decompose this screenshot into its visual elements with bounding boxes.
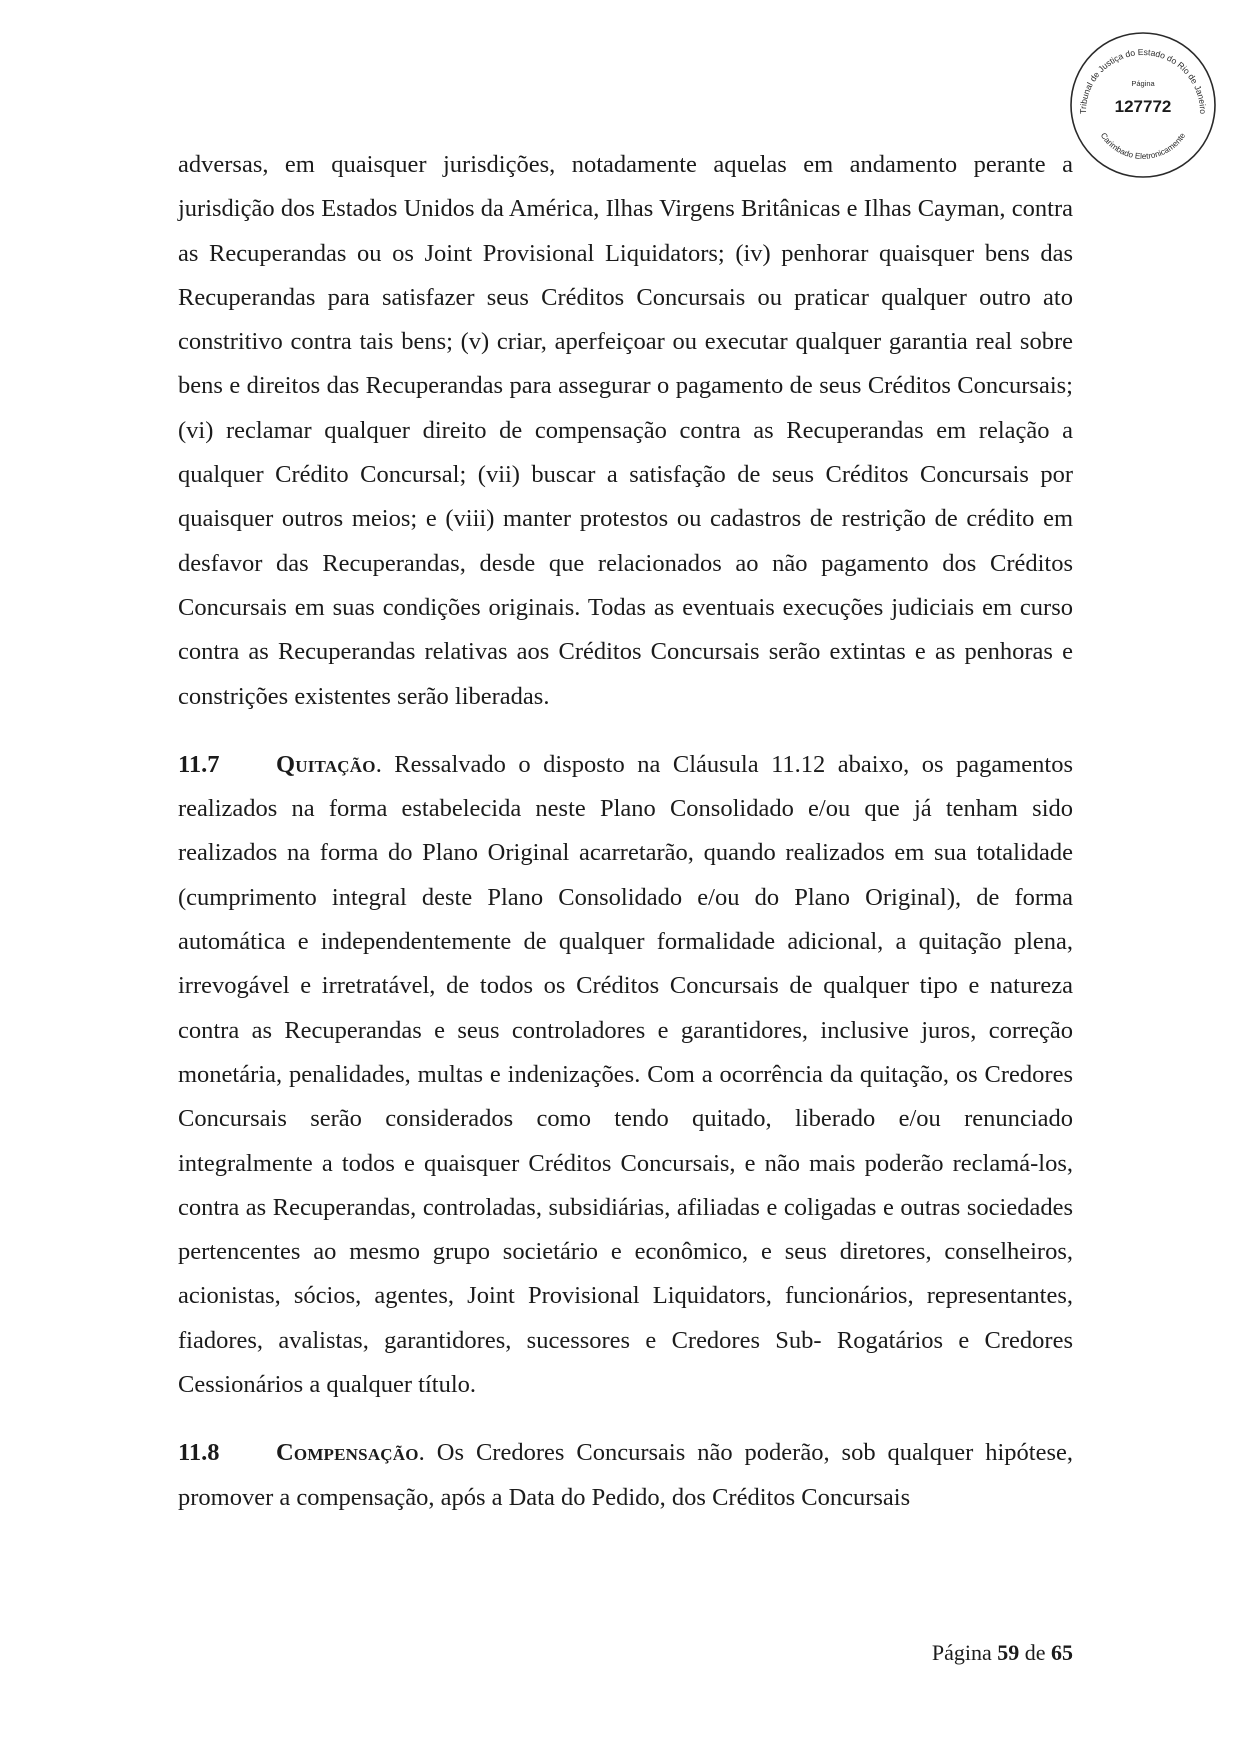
stamp-arc-top: Tribunal de Justiça do Estado do Rio de Janeiro	[1077, 46, 1209, 115]
text-line: em suas condições originais. Todas as eventuais execuções judiciais em curso contra	[178, 593, 1073, 666]
clause-11-7	[178, 743, 1073, 1407]
text-line: qualquer tipo e natureza contra as Recuperandas e seus controladores e	[178, 972, 1074, 1044]
text-line: bens das Recuperandas para satisfazer seus Créditos Concursais ou praticar	[178, 239, 1073, 311]
text-line: jurisdição dos Estados Unidos da América, Ilhas Virgens Britânicas e Ilhas Cayman,	[178, 195, 1006, 223]
text-line: qualquer garantia real sobre bens e direitos das Recuperandas para assegurar o	[178, 328, 1074, 400]
clause-number: 11.7	[178, 750, 220, 778]
text-line: contra as Recuperandas ou os Joint Provisional Liquidators; (iv) penhorar quaisquer	[178, 195, 1073, 267]
page-footer	[920, 1640, 1073, 1666]
svg-text:Carimbado Eletronicamente	[1099, 131, 1188, 161]
text-line: . Os Credores Concursais não poderão, sob qualquer	[418, 1439, 974, 1467]
text-line: conselheiros, acionistas, sócios, agentes, Joint Provisional Liquidators, funcionários,	[178, 1238, 1073, 1310]
total-pages-number: 65	[1051, 1640, 1073, 1665]
text-line: hipótese, promover a compensação, após a Data do Pedido, dos Créditos Concursais	[178, 1439, 1073, 1511]
clause-11-8	[178, 1431, 1073, 1520]
stamp-label: Página	[1131, 79, 1155, 88]
text-line: e quaisquer Créditos Concursais, e não mais poderão reclamá-los, contra as	[178, 1149, 1073, 1221]
text-line: constrições existentes serão liberadas.	[178, 682, 550, 710]
text-line: qualquer outro ato constritivo contra tais bens; (v) criar, aperfeiçoar ou executar	[178, 283, 1073, 356]
stamp-number: 127772	[1114, 97, 1172, 116]
text-line: garantidores, inclusive juros, correção monetária, penalidades, multas e	[178, 1016, 1074, 1088]
page-separator: de	[1024, 1640, 1046, 1665]
text-line: pertencentes ao mesmo grupo societário e econômico, e seus diretores,	[178, 1238, 932, 1266]
text-line: pagamento de seus Créditos Concursais; (vi) reclamar qualquer direito de	[178, 372, 1073, 444]
text-line: de forma automática e independentemente de qualquer formalidade adicional, a	[178, 883, 1074, 956]
current-page-number: 59	[997, 1640, 1020, 1665]
clause-title: Quitação	[276, 750, 376, 778]
text-line: quitação plena, irrevogável e irretratável, de todos os Créditos Concursais de	[178, 928, 1073, 1000]
text-line: realizados na forma do Plano Original acarretarão, quando realizados em sua	[178, 839, 967, 867]
text-line: Recuperandas, controladas, subsidiárias, afiliadas e coligadas e outras sociedades	[272, 1193, 1074, 1221]
stamp-arc-bottom: Carimbado Eletronicamente	[1098, 131, 1188, 161]
text-line: (vii) buscar a satisfação de seus Créditos Concursais por quaisquer outros meios; e	[178, 461, 1074, 533]
text-line: realizados na forma estabelecida neste Plano Consolidado e/ou que já tenham sido	[178, 795, 1073, 823]
text-line: Rogatários e Credores Cessionários a qualquer título.	[178, 1326, 1073, 1399]
text-line: as Recuperandas relativas aos Créditos Concursais serão extintas e as penhoras e	[248, 638, 1074, 666]
intro-paragraph	[178, 143, 1073, 719]
court-stamp	[1068, 30, 1218, 180]
text-line: . Ressalvado o disposto na Cláusula 11.12 abaixo, os pagamentos	[375, 750, 1073, 778]
text-line: representantes, fiadores, avalistas, garantidores, sucessores e Credores Sub-	[178, 1282, 1074, 1354]
text-line: compensação contra as Recuperandas em relação a qualquer Crédito Concursal;	[178, 416, 1073, 489]
text-line: (viii) manter protestos ou cadastros de restrição de crédito em desfavor das	[178, 505, 1074, 577]
clause-number: 11.8	[178, 1439, 220, 1467]
text-line: indenizações. Com a ocorrência da quitação, os Credores Concursais serão	[178, 1060, 1073, 1133]
text-line: totalidade (cumprimento integral deste Plano Consolidado e/ou do Plano Original),	[178, 839, 1074, 911]
text-line: considerados como tendo quitado, liberado e/ou renunciado integralmente a todos	[178, 1105, 1073, 1177]
text-line: adversas, em quaisquer jurisdições, notadamente aquelas em andamento perante a	[178, 151, 1073, 178]
clause-title: Compensação	[276, 1439, 419, 1467]
text-line: Recuperandas, desde que relacionados ao não pagamento dos Créditos Concursais	[178, 549, 1073, 621]
page-label: Página	[931, 1640, 992, 1665]
document-body	[178, 143, 1073, 1520]
